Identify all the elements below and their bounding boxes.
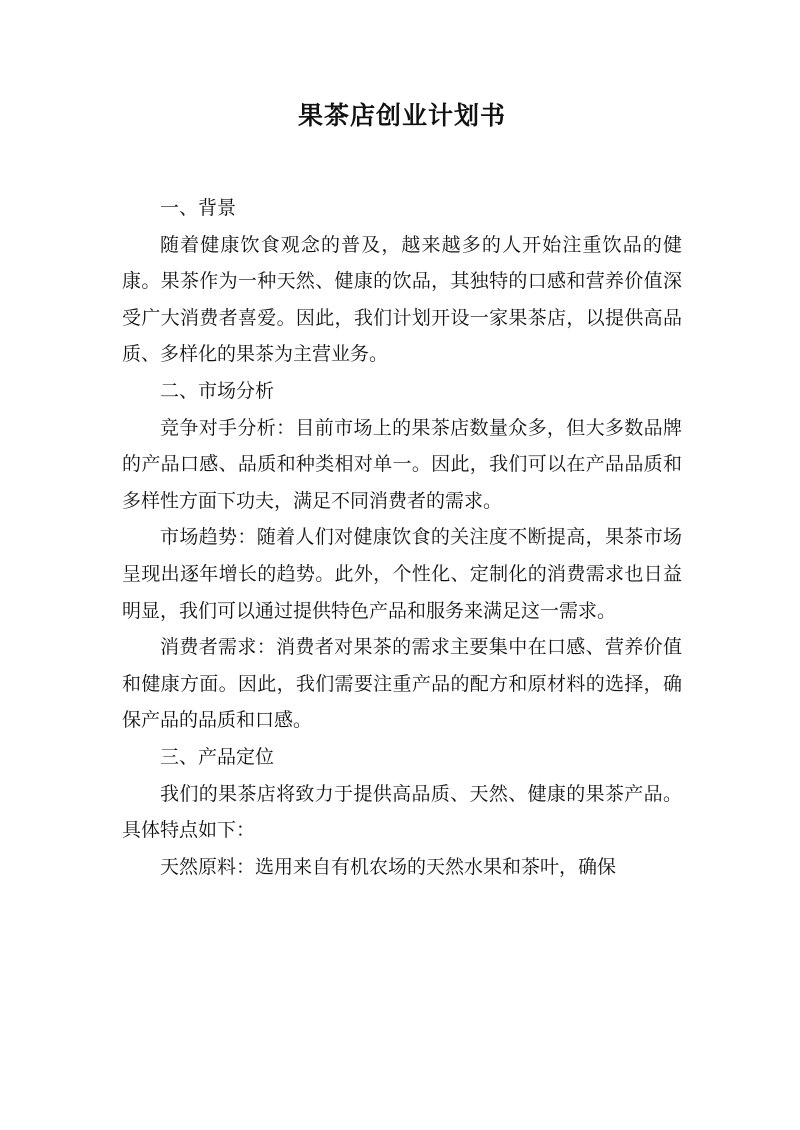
paragraph-consumer-demand: 消费者需求：消费者对果茶的需求主要集中在口感、营养价值和健康方面。因此，我们需要注重产品的配方和原材料的选择，确保产品的品质和口感。 <box>122 636 682 732</box>
paragraph-natural-ingredients: 天然原料：选用来自有机农场的天然水果和茶叶，确保 <box>160 855 617 878</box>
paragraph-background: 随着健康饮食观念的普及，越来越多的人开始注重饮品的健康。果茶作为一种天然、健康的饮品，其独特的口感和营养价值深受广大消费者喜爱。因此，我们计划开设一家果茶店，以提供高品质、多样化的果茶为主营业务。 <box>122 233 682 366</box>
section-heading-product-positioning: 三、产品定位 <box>160 745 275 768</box>
paragraph-competitor-analysis: 竞争对手分析：目前市场上的果茶店数量众多，但大多数品牌的产品口感、品质和种类相对单一。因此，我们可以在产品品质和多样性方面下功夫，满足不同消费者的需求。 <box>122 416 682 512</box>
document-title: 果茶店创业计划书 <box>297 101 506 130</box>
document-body <box>122 190 682 885</box>
section-heading-background: 一、背景 <box>160 197 237 219</box>
paragraph-market-trend: 市场趋势：随着人们对健康饮食的关注度不断提高，果茶市场呈现出逐年增长的趋势。此外，个性化、定制化的消费需求也日益明显，我们可以通过提供特色产品和服务来满足这一需求。 <box>122 526 682 622</box>
section-heading-market-analysis: 二、市场分析 <box>160 379 275 402</box>
paragraph-product-intro: 我们的果茶店将致力于提供高品质、天然、健康的果茶产品。具体特点如下： <box>122 782 682 842</box>
